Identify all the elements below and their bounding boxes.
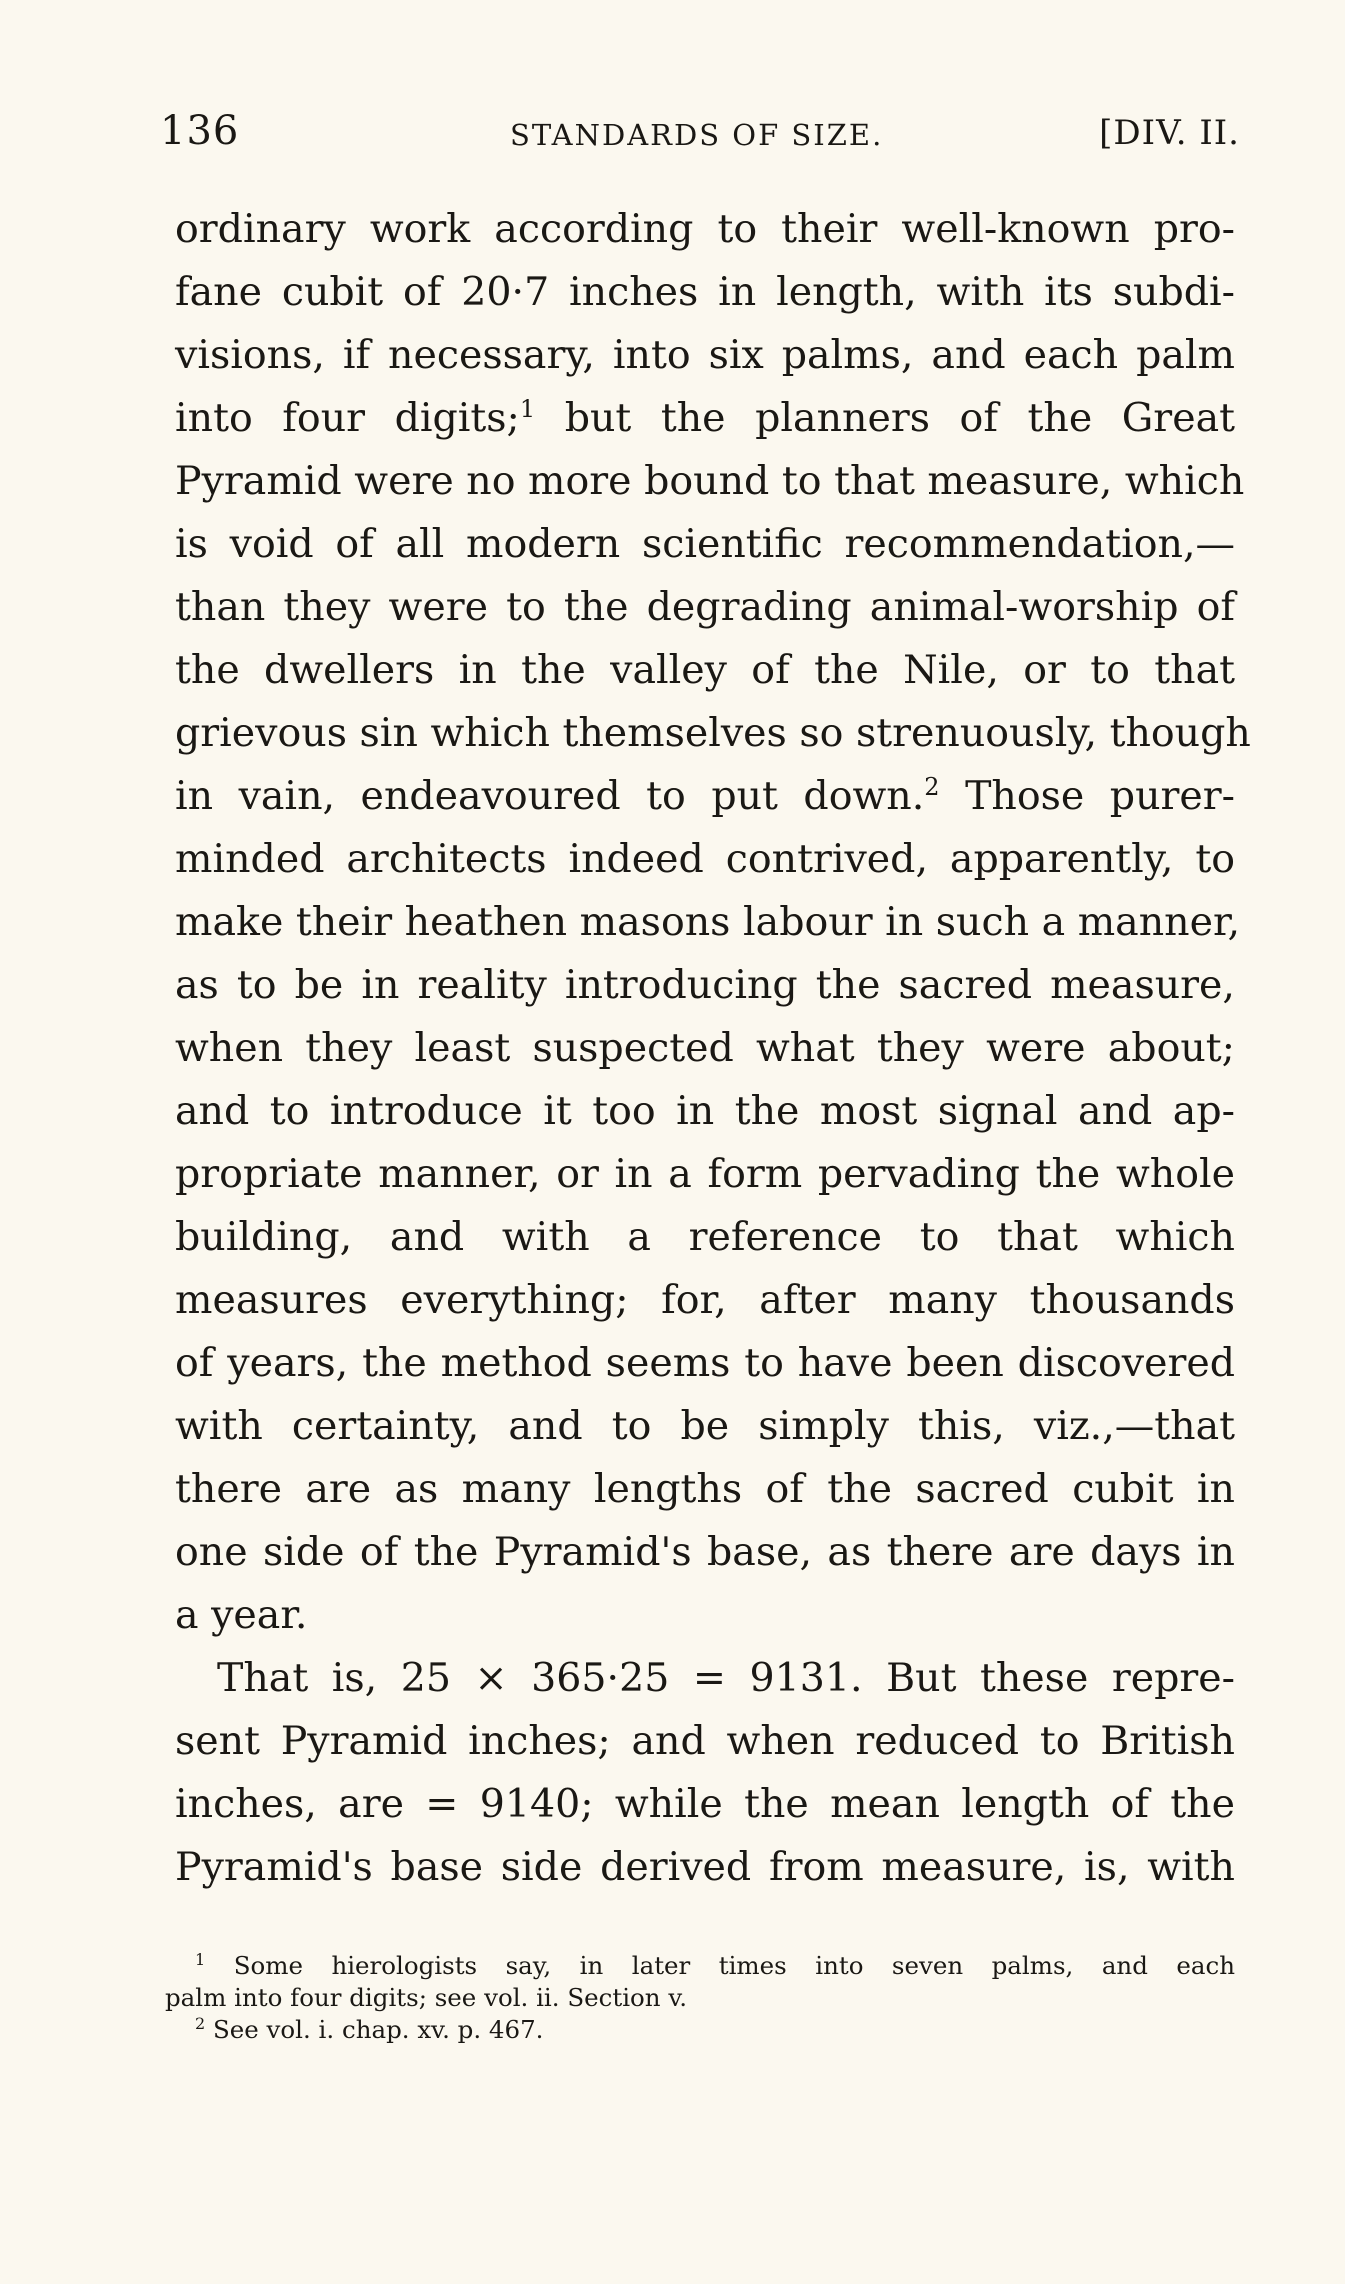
text-line: when they least suspected what they were about; <box>175 1025 1235 1071</box>
text-line: a year. <box>175 1592 308 1638</box>
running-title: STANDARDS OF SIZE. <box>510 118 884 152</box>
text-line: minded architects indeed contrived, apparently, to <box>175 836 1235 882</box>
text-segment: into four digits; <box>175 395 520 441</box>
footnote-reference: 2 <box>924 773 940 801</box>
text-line: fane cubit of 20·7 inches in length, with its subdi- <box>175 269 1235 315</box>
text-line: inches, are = 9140; while the mean length of the <box>175 1781 1235 1827</box>
text-line: measures everything; for, after many thousands <box>175 1277 1235 1323</box>
text-line: visions, if necessary, into six palms, and each palm <box>175 332 1235 378</box>
text-segment: but the planners of the Great <box>535 395 1235 441</box>
page-number: 136 <box>160 108 240 154</box>
text-segment: Those purer- <box>939 773 1235 819</box>
text-line: Pyramid's base side derived from measure, is, with <box>175 1844 1235 1890</box>
text-line: Pyramid were no more bound to that measure, which <box>175 458 1245 504</box>
text-line: of years, the method seems to have been discovered <box>175 1340 1235 1386</box>
text-line: with certainty, and to be simply this, viz.,—that <box>175 1403 1235 1449</box>
text-line: and to introduce it too in the most signal and ap- <box>175 1088 1235 1134</box>
text-line <box>175 387 1235 450</box>
text-line: one side of the Pyramid's base, as there are days in <box>175 1529 1235 1575</box>
text-line: is void of all modern scientific recommendation,— <box>175 521 1235 567</box>
body-text <box>175 198 1251 1899</box>
footnote-1-continued: palm into four digits; see vol. ii. Section v. <box>165 1983 688 2012</box>
footnote-mark: 2 <box>195 2014 206 2033</box>
text-line: That is, 25 × 365·25 = 9131. But these repre- <box>217 1655 1235 1701</box>
text-line: ordinary work according to their well-known pro- <box>175 206 1235 252</box>
text-line: the dwellers in the valley of the Nile, or to that <box>175 647 1235 693</box>
footnote-text: See vol. i. chap. xv. p. 467. <box>212 2015 544 2044</box>
text-line: make their heathen masons labour in such a manner, <box>175 899 1241 945</box>
footnote-1 <box>165 1950 1235 1982</box>
division-label: [DIV. II. <box>1099 113 1240 153</box>
text-segment: in vain, endeavoured to put down. <box>175 773 925 819</box>
running-head <box>160 108 1240 160</box>
text-line: propriate manner, or in a form pervading the whole <box>175 1151 1235 1197</box>
footnotes <box>165 1950 1235 2046</box>
text-line <box>175 765 1235 828</box>
footnote-text: Some hierologists say, in later times into seven palms, and each <box>233 1951 1235 1980</box>
footnote-mark: 1 <box>195 1950 206 1969</box>
footnote-2 <box>165 2014 1235 2046</box>
text-line: than they were to the degrading animal-worship of <box>175 584 1235 630</box>
text-line: sent Pyramid inches; and when reduced to British <box>175 1718 1235 1764</box>
text-line: grievous sin which themselves so strenuously, though <box>175 710 1251 756</box>
text-line: as to be in reality introducing the sacred measure, <box>175 962 1235 1008</box>
footnote-reference: 1 <box>519 395 536 423</box>
text-line: building, and with a reference to that which <box>175 1214 1235 1260</box>
text-line: there are as many lengths of the sacred cubit in <box>175 1466 1235 1512</box>
